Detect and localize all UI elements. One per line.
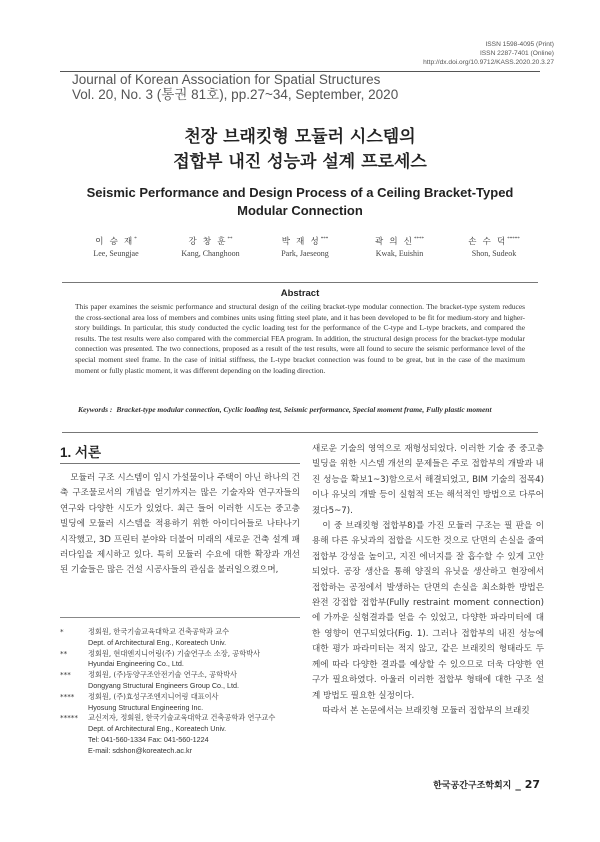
author-mark: ***** xyxy=(507,237,520,242)
author-mark: **** xyxy=(413,237,424,242)
abstract-heading: Abstract xyxy=(280,288,320,299)
page-footer xyxy=(433,778,540,791)
footnote-affiliation-ko: 정회원, (주)효성구조엔지니어링 대표이사 xyxy=(88,691,219,701)
korean-title-line-2: 접합부 내진 성능과 설계 프로세스 xyxy=(173,152,427,172)
author-name-en: Kang, Changhoon xyxy=(181,248,240,258)
author-name-en: Kwak, Euishin xyxy=(375,248,424,258)
footnote-rule xyxy=(60,617,300,618)
page-number: _ 27 xyxy=(515,778,540,791)
korean-title-line-1: 천장 브래킷형 모듈러 시스템의 xyxy=(184,127,416,147)
author xyxy=(448,233,540,260)
author xyxy=(165,233,257,260)
author-name-ko: 손 수 덕 xyxy=(468,235,508,246)
keywords xyxy=(78,404,530,416)
paragraph: 새로운 기술의 영역으로 재형성되었다. 이러한 기술 중 중고층 빌딩을 위한 시스템 개선의 문제들은 주로 접합부의 개발과 내진 성능을 확보1~3)함으로서 해결되었고, BIM 기술의 접목4)이나 유닛의 개발 등이 실험적 또는 해석적인 방법으로 다루어졌다5~7). xyxy=(312,444,544,516)
footnote-mark: * xyxy=(60,627,64,636)
footnote-affiliation-en: Hyosung Structural Engineering Inc. xyxy=(88,702,204,712)
footnote-mark: **** xyxy=(60,691,75,701)
paragraph: 이 중 브래킷형 접합부8)를 가진 모듈러 구조는 필 판을 이용해 다른 유닛과의 접합을 시도한 것으로 단면의 손실을 줄여 접합부 강성을 높이고, 지진 에너지를 잘 흡수할 수 있게 고안되었다. 공장 생산을 통해 양질의 유닛을 생산하고 현장에서 접합하는 공정에서 발생하는 단면의 손실을 최소화한 방법은 완전 강접합 접합부(Fully restraint moment connection)에 가까운 실험결과를 얻을 수 있었고, 다양한 파라미터에 대한 영향이 연구되었다(Fig. 1). 그러나 접합부의 내진 성능에 대한 평가 파라미터는 적지 않고, 같은 브래킷의 형태라도 두께에 따라 다양한 결과를 예상할 수 있으므로 더욱 다양한 연구가 필요하였다. 아울러 이러한 접합부 형태에 대한 구조 설계 방법도 필요한 실정이다. xyxy=(312,521,544,701)
footnote xyxy=(60,627,305,649)
author-name-en: Shon, Sudeok xyxy=(471,248,517,258)
footnote-affiliation-ko: 교신저자, 정회원, 한국기술교육대학교 건축공학과 연구교수 xyxy=(88,713,276,723)
footer-journal-name: 한국공간구조학회지 xyxy=(433,781,512,791)
author-mark: * xyxy=(134,237,137,242)
footnote-mark: *** xyxy=(60,670,71,680)
author xyxy=(70,233,162,260)
left-column-text xyxy=(60,471,300,579)
author xyxy=(354,233,446,260)
section-heading-rule xyxy=(60,463,300,464)
english-title xyxy=(60,184,540,220)
author-name-en: Lee, Seungjae xyxy=(93,248,139,258)
author xyxy=(259,233,351,260)
issn-print: ISSN 1598-4095 (Print) xyxy=(485,41,554,48)
abstract-body: This paper examines the seismic performance and structural design of the ceiling bracket-type modular connection. The bracket-type system reduces the cross-sectional area loss of members and combines units using fitting steel plate, and it has been developed to be fit for medium-story and higher-story buildings. In particular, this study conducted the cyclic loading test for the performance of the C-type and L-type brackets, and compared the results. The test results were also compared with the commercial FEA program. In addition, the structural design process for the bracket-type modular connection was presented. The two connections, proposed as a result of the test results, were all found to secure the seismic performance level of the special moment steel frame. In the case of initial stiffness, the L-type bracket connection was found to be great, but in the case of the maximum moment or fully plastic moment, it was different depending on the loading direction. xyxy=(75,302,525,375)
right-column-text xyxy=(312,442,544,719)
author-name-ko: 강 창 훈 xyxy=(188,235,228,246)
author-mark: ** xyxy=(227,237,233,242)
footnote-phone: Tel: 041-560-1334 Fax: 041-560-1224 xyxy=(88,734,209,744)
english-title-line-2: Modular Connection xyxy=(237,203,363,218)
journal-volume: Vol. 20, No. 3 (통권 81호), pp.27~34, September, 2020 xyxy=(72,87,399,102)
keywords-text: Bracket-type modular connection, Cyclic loading test, Seismic performance, Special moment frame, Fully plastic moment xyxy=(116,405,492,414)
paragraph: 따라서 본 논문에서는 브래킷형 모듈러 접합부의 브래킷 xyxy=(322,705,530,716)
author-name-en: Park, Jaeseong xyxy=(281,248,329,258)
footnotes xyxy=(60,627,305,757)
footnote-affiliation-ko: 정회원, 한국기술교육대학교 건축공학과 교수 xyxy=(88,627,230,636)
journal-name: Journal of Korean Association for Spatial Structures xyxy=(72,72,381,87)
abstract-top-rule xyxy=(62,282,538,283)
footnote-affiliation-ko: 정회원, 현대엔지니어링(주) 기술연구소 소장, 공학박사 xyxy=(88,648,261,658)
doi-link[interactable]: http://dx.doi.org/10.9712/KASS.2020.20.3.27 xyxy=(423,59,554,66)
author-name-ko: 이 승 재 xyxy=(95,235,135,246)
footnote-mark: ** xyxy=(60,648,68,658)
issn-online: ISSN 2287-7401 (Online) xyxy=(479,50,554,57)
paragraph: 모듈러 구조 시스템이 임시 가설물이나 주택이 아닌 하나의 건축 구조물로서의 개념을 얻기까지는 많은 기술자와 연구자들의 연구와 다양한 시도가 있었다. 최근 들어 이러한 시도는 중고층 빌딩에 모듈러 시스템을 적용하기 위한 아이디어들로 나타나기 시작했고, 3D 프린터 분야와 더불어 미래의 새로운 건축 설계 패러다임을 제시하고 있다. 특히 모듈러 수요에 대한 확장과 개선된 기술들은 많은 건설 시공사들의 관심을 불러일으켰으며, xyxy=(60,473,300,576)
footnote-affiliation-en: Dept. of Architectural Eng., Koreatech Univ. xyxy=(88,724,227,734)
footnote-mark: ***** xyxy=(60,713,78,723)
section-heading: 1. 서론 xyxy=(60,445,102,460)
author-mark: *** xyxy=(320,237,329,242)
issn-block xyxy=(423,40,554,67)
footnote-affiliation-en: Dongyang Structural Engineers Group Co., Ltd. xyxy=(88,680,240,690)
korean-title xyxy=(60,125,540,175)
footnote-affiliation-en: Hyundai Engineering Co., Ltd. xyxy=(88,659,184,669)
english-title-line-1: Seismic Performance and Design Process of a Ceiling Bracket-Typed xyxy=(86,185,514,200)
abstract-bottom-rule xyxy=(62,432,538,433)
author-list xyxy=(70,233,540,260)
footnote-email[interactable]: E-mail: sdshon@koreatech.ac.kr xyxy=(88,745,192,755)
footnote-affiliation-en: Dept. of Architectural Eng., Koreatech Univ. xyxy=(88,637,227,647)
keywords-label: Keywords : xyxy=(78,405,113,414)
footnote xyxy=(60,670,305,692)
author-name-ko: 박 재 성 xyxy=(281,235,321,246)
footnote xyxy=(60,713,305,756)
footnote-affiliation-ko: 정회원, (주)동양구조안전기술 연구소, 공학박사 xyxy=(88,670,237,680)
author-name-ko: 곽 의 신 xyxy=(375,235,414,246)
footnote xyxy=(60,649,305,671)
journal-header xyxy=(72,72,398,102)
footnote xyxy=(60,692,305,714)
